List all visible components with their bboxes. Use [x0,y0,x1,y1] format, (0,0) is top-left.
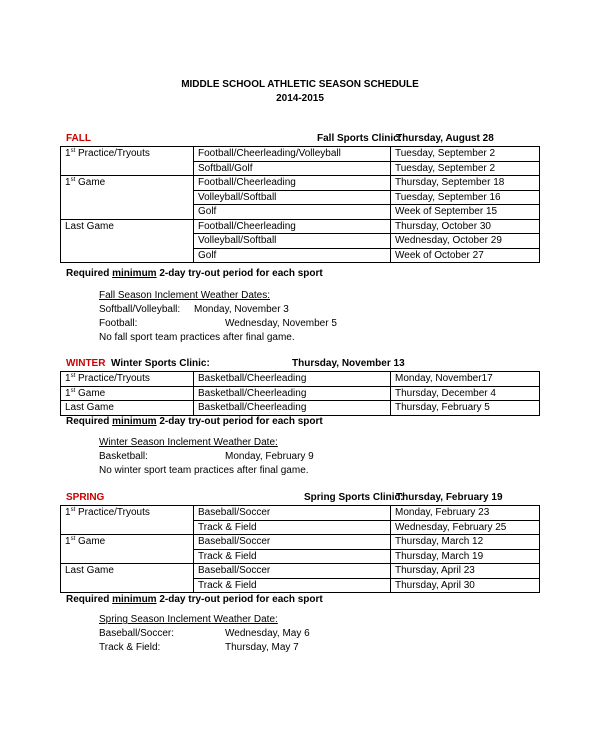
sport-cell: Football/Cheerleading [194,176,391,191]
page-title: MIDDLE SCHOOL ATHLETIC SEASON SCHEDULE [181,79,419,90]
date-cell: Tuesday, September 16 [391,190,540,205]
fall-weather-title: Fall Season Inclement Weather Dates: [99,290,271,301]
date-cell: Tuesday, September 2 [391,161,540,176]
table-row [61,506,540,521]
table-row [61,372,540,387]
table-row [61,219,540,234]
event-cell: 1st Practice/Tryouts [61,147,194,176]
table-row [61,176,540,191]
event-cell: 1st Game [61,386,194,401]
spring-schedule-table [60,505,540,593]
table-row [61,147,540,162]
fall-weather-date: Wednesday, November 5 [225,318,337,329]
date-cell: Thursday, September 18 [391,176,540,191]
sport-cell: Volleyball/Softball [194,190,391,205]
fall-schedule-table [60,146,540,263]
sport-cell: Basketball/Cheerleading [194,401,391,416]
date-cell: Thursday, April 30 [391,578,540,593]
date-cell: Thursday, October 30 [391,219,540,234]
sport-cell: Track & Field [194,578,391,593]
sport-cell: Softball/Golf [194,161,391,176]
spring-weather-date: Thursday, May 7 [225,642,299,653]
table-row [61,564,540,579]
sport-cell: Golf [194,248,391,263]
sport-cell: Volleyball/Softball [194,234,391,249]
table-row [61,386,540,401]
fall-weather-date: Monday, November 3 [194,304,289,315]
winter-season-label: WINTER [66,358,106,369]
fall-weather-sport: Softball/Volleyball: [99,304,181,315]
event-cell: 1st Game [61,176,194,220]
spring-weather-sport: Baseball/Soccer: [99,628,175,639]
date-cell: Thursday, March 12 [391,535,540,550]
date-cell: Thursday, February 5 [391,401,540,416]
spring-tryout-requirement: Required minimum 2-day try-out period for each sport [66,594,323,605]
sport-cell: Baseball/Soccer [194,506,391,521]
fall-note: No fall sport team practices after final game. [99,332,295,343]
winter-note: No winter sport team practices after final game. [99,465,309,476]
sport-cell: Football/Cheerleading/Volleyball [194,147,391,162]
spring-clinic-label: Spring Sports Clinic: [304,492,404,503]
date-cell: Wednesday, October 29 [391,234,540,249]
date-cell: Thursday, December 4 [391,386,540,401]
fall-tryout-requirement: Required minimum 2-day try-out period for each sport [66,268,323,279]
sport-cell: Baseball/Soccer [194,535,391,550]
date-cell: Tuesday, September 2 [391,147,540,162]
sport-cell: Track & Field [194,549,391,564]
date-cell: Thursday, March 19 [391,549,540,564]
date-cell: Week of September 15 [391,205,540,220]
fall-clinic-date: Thursday, August 28 [396,133,494,144]
date-cell: Week of October 27 [391,248,540,263]
date-cell: Thursday, April 23 [391,564,540,579]
sport-cell: Football/Cheerleading [194,219,391,234]
winter-tryout-requirement: Required minimum 2-day try-out period for each sport [66,416,323,427]
sport-cell: Golf [194,205,391,220]
fall-clinic-label: Fall Sports Clinic: [317,133,403,144]
winter-weather-sport: Basketball: [99,451,148,462]
school-year: 2014-2015 [276,93,324,104]
fall-weather-sport: Football: [99,318,138,329]
sport-cell: Baseball/Soccer [194,564,391,579]
spring-weather-title: Spring Season Inclement Weather Date: [99,614,278,625]
fall-season-label: FALL [66,133,91,144]
spring-clinic-date: Thursday, February 19 [396,492,503,503]
winter-weather-date: Monday, February 9 [225,451,314,462]
date-cell: Wednesday, February 25 [391,520,540,535]
sport-cell: Basketball/Cheerleading [194,372,391,387]
spring-weather-date: Wednesday, May 6 [225,628,310,639]
winter-clinic-date: Thursday, November 13 [292,358,405,369]
table-row [61,401,540,416]
table-row [61,535,540,550]
winter-clinic-label: Winter Sports Clinic: [111,358,210,369]
date-cell: Monday, February 23 [391,506,540,521]
sport-cell: Track & Field [194,520,391,535]
date-cell: Monday, November17 [391,372,540,387]
event-cell: Last Game [61,219,194,263]
event-cell: Last Game [61,564,194,593]
spring-season-label: SPRING [66,492,105,503]
event-cell: Last Game [61,401,194,416]
event-cell: 1st Game [61,535,194,564]
winter-weather-title: Winter Season Inclement Weather Date: [99,437,278,448]
winter-schedule-table [60,371,540,416]
event-cell: 1st Practice/Tryouts [61,506,194,535]
sport-cell: Basketball/Cheerleading [194,386,391,401]
event-cell: 1st Practice/Tryouts [61,372,194,387]
spring-weather-sport: Track & Field: [99,642,161,653]
